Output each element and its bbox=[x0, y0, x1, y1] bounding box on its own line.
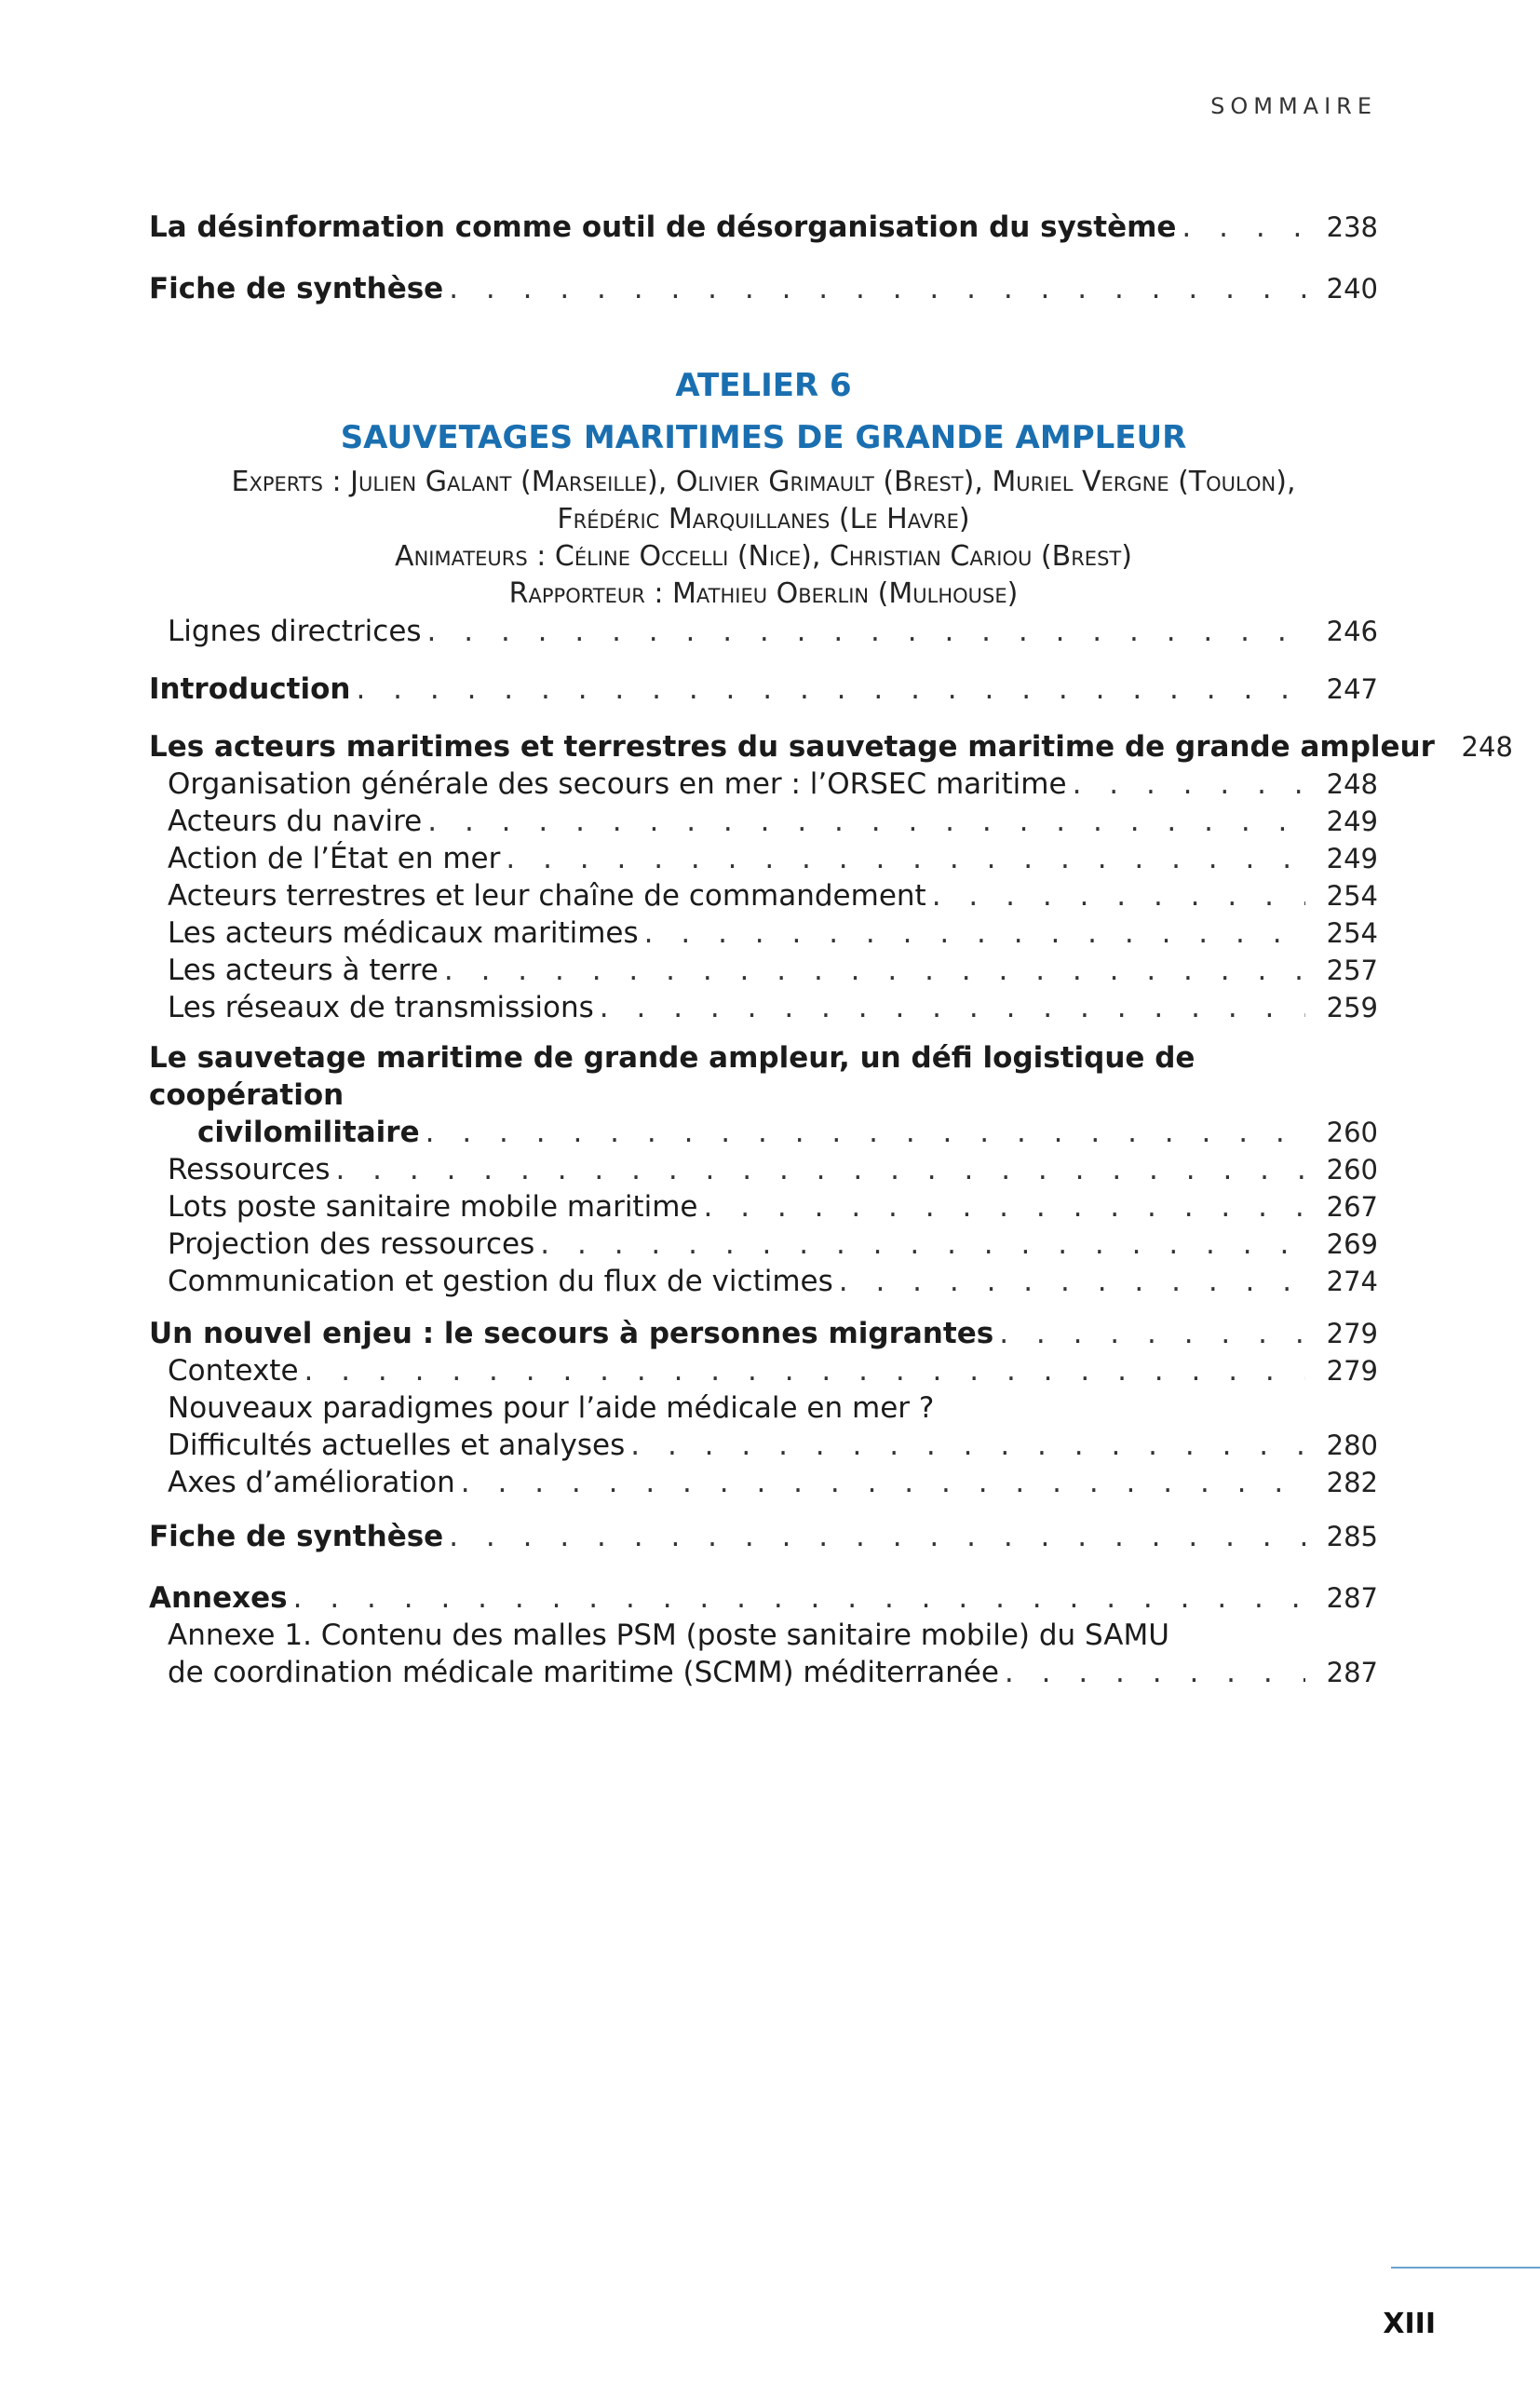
toc-entry-desinformation[interactable] bbox=[149, 209, 1378, 246]
dot-leader bbox=[630, 1427, 1305, 1464]
toc-entry-title: Les réseaux de transmissions bbox=[168, 991, 594, 1024]
toc-entry-fiche-synthese-1[interactable] bbox=[149, 270, 1378, 307]
dot-leader bbox=[839, 1263, 1305, 1300]
table-of-contents bbox=[149, 209, 1513, 1691]
toc-entry-title: Fiche de synthèse bbox=[149, 272, 444, 305]
atelier-number: ATELIER 6 bbox=[675, 367, 852, 404]
dot-leader bbox=[427, 613, 1305, 650]
toc-entry-lignes-directrices[interactable] bbox=[149, 613, 1378, 650]
dot-leader bbox=[999, 1315, 1305, 1352]
toc-entry-title: Les acteurs médicaux maritimes bbox=[168, 916, 639, 950]
toc-entry-title: Fiche de synthèse bbox=[149, 1520, 444, 1553]
toc-subentry[interactable] bbox=[149, 840, 1378, 877]
toc-entry-defi-line1: Le sauvetage maritime de grande ampleur, un défi logistique de coopération bbox=[149, 1041, 1196, 1112]
dot-leader bbox=[506, 840, 1305, 877]
toc-entry-title: Annexes bbox=[149, 1581, 288, 1615]
dot-leader bbox=[600, 989, 1305, 1026]
toc-entry-page: 240 bbox=[1326, 273, 1378, 305]
toc-entry-annexes[interactable] bbox=[149, 1579, 1378, 1617]
running-head: SOMMAIRE bbox=[1210, 93, 1377, 119]
toc-subentry-annexe1-line1: Annexe 1. Contenu des malles PSM (poste sanitaire mobile) du SAMU bbox=[168, 1619, 1169, 1652]
dot-leader bbox=[293, 1579, 1305, 1617]
toc-entry-fiche-synthese-2[interactable] bbox=[149, 1518, 1378, 1555]
toc-entry-page: 249 bbox=[1326, 806, 1378, 837]
toc-entry-acteurs[interactable] bbox=[149, 728, 1513, 765]
toc-subentry[interactable] bbox=[149, 1188, 1378, 1226]
footer-rule bbox=[1391, 2267, 1540, 2269]
toc-entry-page: 287 bbox=[1326, 1582, 1378, 1614]
toc-entry-page: 260 bbox=[1326, 1154, 1378, 1185]
toc-entry-title: Acteurs du navire bbox=[168, 805, 423, 838]
atelier-animateurs: Animateurs : Céline Occelli (Nice), Christian Cariou (Brest) bbox=[395, 540, 1132, 573]
toc-entry-title: Les acteurs à terre bbox=[168, 954, 439, 987]
atelier-experts-cont: Frédéric Marquillanes (Le Havre) bbox=[557, 503, 970, 535]
dot-leader bbox=[426, 1114, 1305, 1151]
toc-entry-title: Action de l’État en mer bbox=[168, 842, 501, 875]
toc-entry-page: 259 bbox=[1326, 992, 1378, 1023]
toc-subentry[interactable] bbox=[149, 877, 1378, 914]
toc-entry-introduction[interactable] bbox=[149, 670, 1378, 708]
toc-entry-page: 257 bbox=[1326, 955, 1378, 986]
toc-subentry[interactable] bbox=[149, 914, 1378, 952]
toc-subentry[interactable] bbox=[149, 1427, 1378, 1464]
toc-entry-title: La désinformation comme outil de désorganisation du système bbox=[149, 210, 1177, 244]
toc-subentry[interactable] bbox=[149, 1464, 1378, 1501]
atelier-title: SAUVETAGES MARITIMES DE GRANDE AMPLEUR bbox=[340, 419, 1187, 456]
toc-entry-title: Contexte bbox=[168, 1354, 299, 1388]
dot-leader bbox=[449, 1518, 1305, 1555]
toc-subentry[interactable] bbox=[149, 1263, 1378, 1300]
dot-leader bbox=[932, 877, 1305, 914]
toc-entry-page: 282 bbox=[1326, 1467, 1378, 1498]
dot-leader bbox=[356, 670, 1305, 708]
toc-entry-enjeu[interactable] bbox=[149, 1315, 1378, 1352]
toc-subentry-contexte[interactable] bbox=[149, 1352, 1378, 1389]
toc-subentry[interactable] bbox=[149, 952, 1378, 989]
atelier-experts: Experts : Julien Galant (Marseille), Olivier Grimault (Brest), Muriel Vergne (Toulon), bbox=[231, 466, 1296, 498]
toc-entry-title: Difficultés actuelles et analyses bbox=[168, 1429, 626, 1462]
toc-subentry[interactable] bbox=[149, 1151, 1378, 1188]
dot-leader bbox=[444, 952, 1305, 989]
dot-leader bbox=[1182, 209, 1305, 246]
toc-subentry-paradigmes[interactable]: Nouveaux paradigmes pour l’aide médicale en mer ? bbox=[168, 1391, 935, 1425]
toc-entry-defi[interactable] bbox=[149, 1114, 1378, 1151]
toc-entry-page: 274 bbox=[1326, 1266, 1378, 1297]
toc-entry-page: 238 bbox=[1326, 211, 1378, 243]
toc-entry-page: 287 bbox=[1326, 1657, 1378, 1688]
toc-entry-page: 285 bbox=[1326, 1521, 1378, 1552]
toc-entry-title: Lignes directrices bbox=[168, 615, 422, 648]
dot-leader bbox=[644, 914, 1305, 952]
toc-entry-page: 279 bbox=[1326, 1355, 1378, 1387]
toc-entry-page: 248 bbox=[1326, 768, 1378, 800]
toc-entry-page: 247 bbox=[1326, 673, 1378, 705]
toc-entry-title: Communication et gestion du flux de victimes bbox=[168, 1265, 833, 1298]
toc-entry-page: 269 bbox=[1326, 1228, 1378, 1260]
toc-entry-title: Introduction bbox=[149, 672, 351, 706]
toc-entry-title: Axes d’amélioration bbox=[168, 1466, 455, 1499]
toc-entry-page: 279 bbox=[1326, 1318, 1378, 1349]
toc-subentry[interactable] bbox=[149, 803, 1378, 840]
toc-subentry[interactable] bbox=[149, 1226, 1378, 1263]
dot-leader bbox=[703, 1188, 1305, 1226]
toc-entry-title: Lots poste sanitaire mobile maritime bbox=[168, 1190, 698, 1224]
toc-entry-title: Projection des ressources bbox=[168, 1227, 535, 1261]
page-number: XIII bbox=[1383, 2308, 1436, 2340]
toc-entry-page: 254 bbox=[1326, 880, 1378, 912]
toc-entry-title: de coordination médicale maritime (SCMM) méditerranée bbox=[168, 1656, 999, 1689]
dot-leader bbox=[427, 803, 1305, 840]
dot-leader bbox=[461, 1464, 1305, 1501]
toc-subentry-annexe1[interactable] bbox=[149, 1654, 1378, 1691]
toc-entry-page: 267 bbox=[1326, 1191, 1378, 1223]
toc-entry-page: 248 bbox=[1461, 731, 1513, 763]
toc-subentry[interactable] bbox=[149, 989, 1378, 1026]
toc-entry-title: Un nouvel enjeu : le secours à personnes migrantes bbox=[149, 1317, 994, 1350]
toc-entry-title: civilomilitaire bbox=[197, 1116, 420, 1149]
dot-leader bbox=[1073, 765, 1305, 803]
toc-entry-page: 249 bbox=[1326, 843, 1378, 874]
atelier-rapporteur: Rapporteur : Mathieu Oberlin (Mulhouse) bbox=[508, 577, 1019, 610]
toc-subentry[interactable] bbox=[149, 765, 1378, 803]
toc-entry-title: Les acteurs maritimes et terrestres du sauvetage maritime de grande ampleur bbox=[149, 730, 1435, 764]
toc-entry-page: 280 bbox=[1326, 1429, 1378, 1461]
dot-leader bbox=[540, 1226, 1305, 1263]
toc-entry-page: 246 bbox=[1326, 616, 1378, 647]
toc-entry-page: 254 bbox=[1326, 917, 1378, 949]
toc-entry-page: 260 bbox=[1326, 1117, 1378, 1148]
toc-entry-title: Organisation générale des secours en mer : l’ORSEC maritime bbox=[168, 767, 1067, 801]
dot-leader bbox=[335, 1151, 1305, 1188]
dot-leader bbox=[304, 1352, 1305, 1389]
toc-entry-title: Acteurs terrestres et leur chaîne de commandement bbox=[168, 879, 926, 913]
toc-entry-title: Ressources bbox=[168, 1153, 331, 1186]
dot-leader bbox=[1005, 1654, 1305, 1691]
dot-leader bbox=[449, 270, 1305, 307]
